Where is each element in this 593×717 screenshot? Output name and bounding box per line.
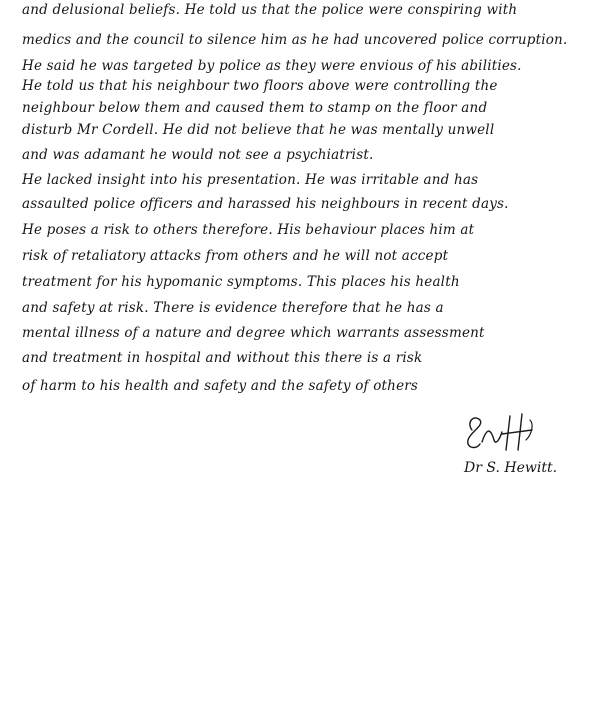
handwritten-signature (460, 410, 550, 458)
text-line-5: neighbour below them and caused them to stamp on the floor and (22, 100, 488, 116)
text-line-1: and delusional beliefs. He told us that the police were conspiring with (22, 2, 518, 18)
signatory-name: Dr S. Hewitt. (464, 460, 558, 476)
text-line-9: assaulted police officers and harassed his neighbours in recent days. (22, 196, 509, 212)
text-line-8: He lacked insight into his presentation. He was irritable and has (22, 172, 479, 188)
text-line-14: mental illness of a nature and degree which warrants assessment (22, 325, 485, 341)
text-line-3: He said he was targeted by police as they were envious of his abilities. (22, 58, 522, 74)
text-line-4: He told us that his neighbour two floors above were controlling the (22, 78, 498, 94)
text-line-6: disturb Mr Cordell. He did not believe that he was mentally unwell (22, 122, 495, 138)
text-line-12: treatment for his hypomanic symptoms. This places his health (22, 274, 460, 290)
text-line-2: medics and the council to silence him as he had uncovered police corruption. (22, 32, 568, 48)
signature-block (460, 410, 580, 490)
text-line-16: of harm to his health and safety and the safety of others (22, 378, 419, 394)
text-line-11: risk of retaliatory attacks from others and he will not accept (22, 248, 449, 264)
text-line-13: and safety at risk. There is evidence therefore that he has a (22, 300, 444, 316)
text-line-10: He poses a risk to others therefore. His behaviour places him at (22, 222, 475, 238)
text-line-7: and was adamant he would not see a psychiatrist. (22, 147, 374, 163)
text-line-15: and treatment in hospital and without this there is a risk (22, 350, 423, 366)
